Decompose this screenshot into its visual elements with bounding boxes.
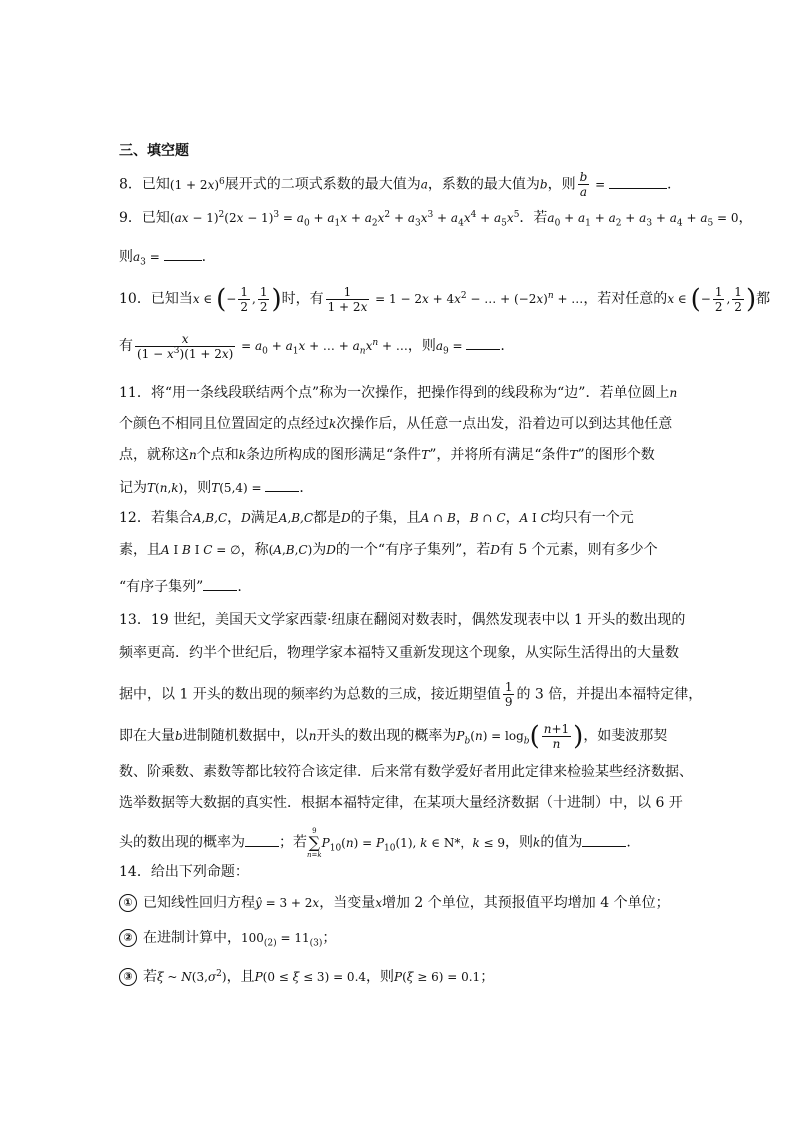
q12-line2b: ，称	[240, 542, 269, 558]
q12-empty: A I B I C = ∅	[161, 543, 241, 557]
q13-answer-blank-1[interactable]	[245, 832, 279, 847]
q14-item3-number: ③	[119, 968, 137, 986]
q10-answer-blank[interactable]	[466, 335, 500, 350]
q11-line1: 11．将“用一条线段联结两个点”称为一次操作，把操作得到的线段称为“边”．若单位圆上	[119, 385, 670, 401]
q12-line1f: ，	[455, 510, 470, 526]
q12-line2e: 有 5 个元素，则有多少个	[499, 542, 658, 558]
q8-answer-blank[interactable]	[609, 174, 667, 189]
q10-series: $\frac{1}{1 + 2x}$ = $1 - 2x + 4x^2$ − … + $(-2x)^n$ + …	[327, 285, 584, 314]
q13-line7e: .	[626, 834, 631, 851]
q8-expression: $(1 + 2x)^6$	[169, 176, 225, 192]
q14-item3d: ；	[480, 969, 495, 985]
section-title: 三、填空题	[119, 143, 189, 159]
q10-text1: 时，有	[281, 291, 324, 307]
q11-line3c: 条边所构成的图形满足“条件	[246, 447, 422, 463]
q12-tuple: (A,B,C)	[268, 543, 313, 557]
q11-T54: T(5,4) =	[211, 481, 266, 495]
q14-item2-number: ②	[119, 929, 137, 947]
question-10-line-1	[119, 285, 770, 314]
q12-line1e: 的子集，且	[350, 510, 421, 526]
q9-end: .	[201, 249, 207, 265]
q14-item1a: 已知线性回归方程	[143, 895, 255, 911]
q13-probability-formula: $P_b(n) = \log_b$( $\frac{n+1}{n}$ )	[456, 721, 584, 752]
q13-line2: 频率更高．约半个世纪后，物理学家本福特又重新发现这个现象，从实际生活得出的大量数	[119, 645, 679, 661]
q12-line1h: 均只有一个元	[549, 510, 634, 526]
question-14-item-3	[119, 967, 494, 987]
question-13-line-2	[119, 643, 679, 663]
q8-var-a: a	[420, 177, 428, 192]
q12-line1d: 都是	[313, 510, 342, 526]
q14-item2a: 在进制计算中，	[143, 930, 241, 946]
q10-target: $a_9$ =	[435, 339, 467, 357]
question-13-line-3	[119, 680, 702, 709]
question-13-line-6	[119, 793, 683, 813]
q12-line2a: 素，且	[119, 542, 161, 558]
q12-line3: “有序子集列”	[119, 579, 204, 595]
q11-line4a: 记为	[119, 480, 147, 496]
q13-line7d: 的值为	[540, 834, 583, 851]
question-13-line-7	[119, 827, 631, 859]
q12-line2c: 为	[312, 542, 327, 558]
q14-prob-2: P(ξ ≥ 6) = 0.1	[394, 970, 481, 984]
q11-answer-blank[interactable]	[265, 477, 299, 492]
q13-line7c: ，则	[505, 834, 534, 851]
q13-var-n: n	[308, 729, 317, 743]
q11-line4c: ．	[299, 480, 314, 496]
q11-var-k-2: k	[238, 448, 247, 462]
question-10-line-2	[119, 332, 505, 361]
q14-prob-1: P(0 ≤ ξ ≤ 3) = 0.4	[254, 970, 367, 984]
q12-line1b: ，	[227, 510, 242, 526]
q8-text2: ，系数的最大值为	[427, 176, 540, 193]
question-8	[119, 170, 671, 199]
q13-var-b: b	[175, 729, 183, 743]
q11-var-n-2: n	[189, 448, 197, 462]
question-9-line-1	[119, 208, 753, 228]
question-11-line-3	[119, 445, 655, 465]
q9-text2: ，	[738, 210, 753, 226]
q14-item2b: ；	[322, 930, 337, 946]
q12-line1a: 12．若集合	[119, 510, 193, 526]
q11-line2a: 个颜色不相同且位置固定的点经过	[119, 416, 329, 432]
q12-var-D: D	[241, 511, 251, 525]
q9-line2-prefix: 则	[119, 249, 133, 265]
q13-line4c: 开头的数出现的概率为	[316, 728, 457, 744]
q14-item3b: ，且	[226, 969, 255, 985]
question-12-line-2	[119, 540, 658, 560]
q11-var-n: n	[669, 386, 678, 400]
q12-var-D-3: D	[326, 543, 336, 557]
q13-line7a: 头的数出现的概率为	[119, 834, 245, 851]
q11-line2b: 次操作后，从任意一点出发，沿着边可以到达其他任意	[336, 416, 673, 432]
q13-sum-formula: 9 ∑ n=k $P_{10}(n) = P_{10}(1)$, k ∈ N*，k ≤ 9	[307, 827, 506, 859]
q10-line2-prefix: 有	[119, 338, 133, 354]
q13-line3b: 的 3 倍，并提出本福特定律，	[516, 686, 703, 703]
q11-line3b: 个点和	[196, 447, 239, 463]
q12-var-D-4: D	[490, 543, 500, 557]
q13-line4a: 即在大量	[119, 728, 175, 744]
q12-line2d: 的一个“有序子集列”，若	[335, 542, 491, 558]
q11-var-k: k	[329, 417, 337, 431]
q8-text3: ，则	[547, 176, 576, 193]
q11-line3a: 点，就称这	[119, 447, 189, 463]
q11-line4b: ，则	[183, 480, 212, 496]
q9-prefix: 9．已知	[119, 210, 170, 226]
q14-item1-number: ①	[119, 894, 137, 912]
q13-line4b: 进制随机数据中，以	[182, 728, 309, 744]
q8-equals: =	[591, 177, 609, 192]
q14-base-conversion: $100_{(2)} = 11_{(3)}$	[241, 931, 323, 949]
q12-line1c: 满足	[250, 510, 279, 526]
q11-line3d: ”，并将所有满足“条件	[429, 447, 570, 463]
q8-fraction: $\frac{b}{a}$	[579, 170, 588, 199]
question-14-item-1	[119, 893, 670, 913]
q13-var-k: k	[533, 835, 541, 850]
q13-line4d: ，如斐波那契	[583, 728, 668, 744]
q8-var-b: b	[539, 177, 548, 192]
question-11-line-2	[119, 414, 672, 434]
q11-line3e: ”的图形个数	[577, 447, 655, 463]
q13-line5: 数、阶乘数、素数等都比较符合该定律．后来常有数学爱好者用此定律来检验某些经济数据、	[119, 764, 693, 780]
q8-prefix: 8．已知	[119, 176, 170, 193]
q8-text1: 展开式的二项式系数的最大值为	[224, 176, 421, 193]
q9-condition: $a_0 + a_1 + a_2 + a_3 + a_4 + a_5 = 0$	[547, 211, 739, 229]
q14-item3c: ，则	[366, 969, 395, 985]
q13-fraction-1-9: $\frac{1}{9}$	[504, 680, 513, 709]
question-12-line-1	[119, 508, 634, 528]
q8-end: .	[666, 176, 672, 193]
q10-expansion: $\frac{x}{(1 - x^3)(1 + 2x)}$ = $a_0 + a_1x$ + … + $a_nx^n$ + …	[137, 332, 408, 361]
q10-text4: ，则	[407, 338, 436, 354]
q10-end: .	[500, 338, 505, 354]
q10-prefix: 10．已知当	[119, 291, 193, 307]
q10-text3: 都	[756, 291, 771, 307]
question-12-line-3	[119, 576, 242, 597]
q12-BcapC: B ∩ C	[469, 511, 506, 525]
q13-line7b: ；若	[279, 834, 307, 851]
q10-interval-2: x ∈ (− $\frac{1}{2}$ , $\frac{1}{2}$ )	[667, 284, 757, 315]
question-13-line-5	[119, 762, 693, 782]
q12-line3end: .	[237, 579, 242, 595]
q14-distribution: ξ ~ $N(3,\sigma^2)$	[157, 969, 227, 984]
q9-target: $a_3$ =	[133, 250, 164, 268]
q12-line1g: ，	[505, 510, 520, 526]
q11-Tnk: T(n,k)	[147, 481, 184, 495]
question-11-line-4	[119, 477, 313, 498]
q12-AcapC: A I C	[519, 511, 550, 525]
q14-item1c: 增加 2 个单位，其预报值平均增加 4 个单位；	[381, 895, 670, 911]
q13-answer-blank-2[interactable]	[582, 832, 626, 847]
q14-item3a: 若	[143, 969, 157, 985]
question-13-line-4	[119, 722, 667, 751]
q9-answer-blank[interactable]	[164, 246, 202, 261]
q11-var-T: T	[421, 448, 430, 462]
q14-item1b: ，当变量	[319, 895, 376, 911]
q14-regression: ŷ = 3 + 2x	[255, 896, 320, 910]
question-13-line-1	[119, 610, 685, 630]
q14-line1: 14．给出下列命题：	[119, 864, 249, 880]
question-14-item-2	[119, 928, 336, 948]
q12-answer-blank[interactable]	[203, 576, 237, 591]
q14-var-x: x	[375, 896, 382, 910]
question-14-line-1	[119, 862, 249, 882]
q12-AcapB: A ∩ B	[420, 511, 456, 525]
q11-var-T-2: T	[569, 448, 578, 462]
q12-sets: A,B,C	[192, 511, 228, 525]
q10-interval-1: x ∈ (− $\frac{1}{2}$ , $\frac{1}{2}$ )	[192, 284, 282, 315]
question-9-line-2	[119, 246, 206, 267]
q12-sets-2: A,B,C	[278, 511, 314, 525]
q9-text1: ．若	[519, 210, 548, 226]
q13-line1: 13．19 世纪，美国天文学家西蒙·纽康在翻阅对数表时，偶然发现表中以 1 开头的数出现的	[119, 612, 686, 628]
q13-line3a: 据中，以 1 开头的数出现的频率约为总数的三成，接近期望值	[119, 686, 501, 703]
q13-line6: 选举数据等大数据的真实性．根据本福特定律，在某项大量经济数据（十进制）中，以 6 开	[119, 795, 683, 811]
q12-var-D-2: D	[341, 511, 351, 525]
q10-text2: ，若对任意的	[583, 291, 668, 307]
question-11-line-1	[119, 383, 677, 403]
q9-expression: $(ax - 1)^2(2x - 1)^3 = a_0 + a_1x + a_2x^2 + a_3x^3 + a_4x^4 + a_5x^5$	[169, 210, 520, 229]
